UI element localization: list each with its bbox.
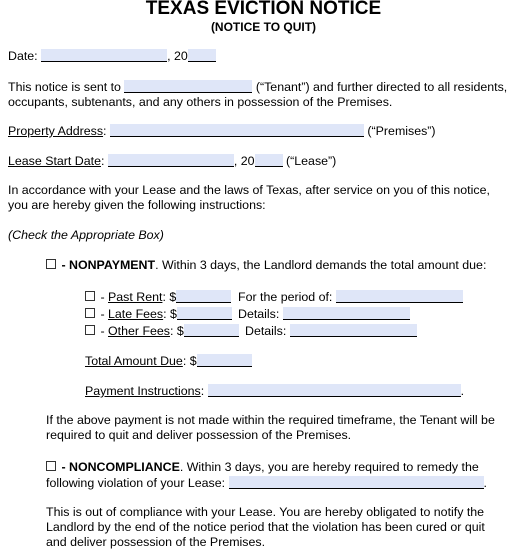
payment-instructions-line	[85, 384, 464, 399]
late-fees-currency: $	[166, 307, 177, 321]
date-year-prefix: , 20	[167, 49, 188, 63]
past-rent-dash: -	[97, 290, 109, 304]
property-address-field[interactable]	[110, 124, 364, 137]
noncompliance-line-2	[46, 476, 487, 491]
failure-line-1: If the above payment is not made within the required timeframe, the Tenant will be	[46, 413, 495, 427]
lease-start-line	[8, 154, 336, 169]
lease-start-year-prefix: , 20	[233, 154, 255, 168]
accordance-line-1: In accordance with your Lease and the laws of Texas, after service on you of this notice,	[8, 183, 490, 197]
lease-start-colon: :	[100, 154, 105, 168]
late-fees-details	[238, 307, 410, 322]
past-rent-amount-field[interactable]	[176, 290, 231, 303]
total-amount-line	[85, 354, 252, 369]
other-fees-colon: :	[170, 324, 174, 338]
noncompliance-heading: NONCOMPLIANCE	[69, 460, 180, 474]
nonpayment-heading: NONPAYMENT	[69, 258, 156, 272]
other-fees-dash: -	[97, 324, 109, 338]
total-amount-field[interactable]	[197, 354, 252, 367]
past-rent-currency: $	[165, 290, 177, 304]
late-fees-details-label: Details:	[238, 307, 280, 321]
other-fees-currency: $	[173, 324, 184, 338]
check-box-note: (Check the Appropriate Box)	[8, 228, 164, 242]
lease-start-suffix: (“Lease”)	[286, 154, 337, 168]
document-subtitle: (NOTICE TO QUIT)	[210, 20, 317, 34]
property-line	[8, 124, 436, 139]
other-fees-amount-field[interactable]	[184, 324, 239, 337]
late-fees-dash: -	[97, 307, 109, 321]
lease-start-field[interactable]	[108, 154, 234, 167]
total-amount-label: Total Amount Due	[85, 354, 183, 368]
payment-instructions-field[interactable]	[208, 384, 461, 397]
sent-to-line-2: occupants, subtenants, and any others in possession of the Premises.	[8, 95, 393, 109]
noncompliance-line-2-text: following violation of your Lease:	[46, 476, 226, 490]
other-fees-row	[85, 324, 239, 339]
violation-field[interactable]	[229, 476, 484, 489]
property-suffix: (“Premises”)	[367, 124, 436, 138]
past-rent-period-field[interactable]	[336, 290, 463, 303]
property-label: Property Address	[8, 124, 104, 138]
noncompliance-line-2-end: .	[483, 476, 487, 490]
late-fees-label: Late Fees	[108, 307, 164, 321]
late-fees-checkbox[interactable]	[85, 308, 95, 318]
lease-start-label: Lease Start Date	[8, 154, 101, 168]
late-fees-row	[85, 307, 232, 322]
payment-instructions-colon: :	[200, 384, 205, 398]
other-fees-label: Other Fees	[108, 324, 170, 338]
sent-to-suffix: (“Tenant”) and further directed to all residents,	[255, 80, 508, 94]
failure-line-2: required to quit and deliver possession of the Premises.	[46, 428, 352, 442]
sent-to-prefix: This notice is sent to	[8, 80, 121, 94]
date-label: Date:	[8, 49, 38, 63]
date-year-field[interactable]	[188, 49, 216, 62]
date-field[interactable]	[41, 49, 167, 62]
lease-start-year-field[interactable]	[255, 154, 283, 167]
past-rent-label: Past Rent	[108, 290, 163, 304]
nonpayment-line	[46, 258, 486, 273]
past-rent-period	[238, 290, 463, 305]
total-amount-suffix: : $	[182, 354, 197, 368]
other-fees-details	[245, 324, 417, 339]
late-fees-colon: :	[163, 307, 167, 321]
other-fees-details-field[interactable]	[290, 324, 417, 337]
date-line	[8, 49, 216, 64]
tenant-name-field[interactable]	[124, 80, 252, 93]
payment-instructions-label: Payment Instructions	[85, 384, 201, 398]
past-rent-period-label: For the period of:	[238, 290, 333, 304]
nonpayment-checkbox[interactable]	[46, 259, 56, 269]
other-fees-checkbox[interactable]	[85, 325, 95, 335]
late-fees-amount-field[interactable]	[177, 307, 232, 320]
noncompliance-line	[46, 460, 479, 475]
noncompliance-dash: -	[58, 460, 70, 474]
compliance-line-3: and deliver possession of the Premises.	[46, 535, 266, 549]
payment-instructions-end: .	[460, 384, 465, 398]
document-title: TEXAS EVICTION NOTICE	[145, 0, 382, 19]
other-fees-details-label: Details:	[245, 324, 287, 338]
past-rent-checkbox[interactable]	[85, 291, 95, 301]
compliance-line-2: Landlord by the end of the notice period that the violation has been cured or quit	[46, 520, 485, 534]
nonpayment-text: . Within 3 days, the Landlord demands the total amount due:	[155, 258, 487, 272]
late-fees-details-field[interactable]	[283, 307, 410, 320]
accordance-line-2: you are hereby given the following instructions:	[8, 198, 266, 212]
property-colon: :	[103, 124, 107, 138]
compliance-line-1: This is out of compliance with your Lease. You are hereby obligated to notify the	[46, 505, 485, 519]
nonpayment-dash: -	[58, 258, 70, 272]
noncompliance-text: . Within 3 days, you are hereby required to remedy the	[179, 460, 479, 474]
past-rent-colon: :	[162, 290, 166, 304]
sent-to-line	[8, 80, 507, 95]
past-rent-row	[85, 290, 231, 305]
noncompliance-checkbox[interactable]	[46, 461, 56, 471]
